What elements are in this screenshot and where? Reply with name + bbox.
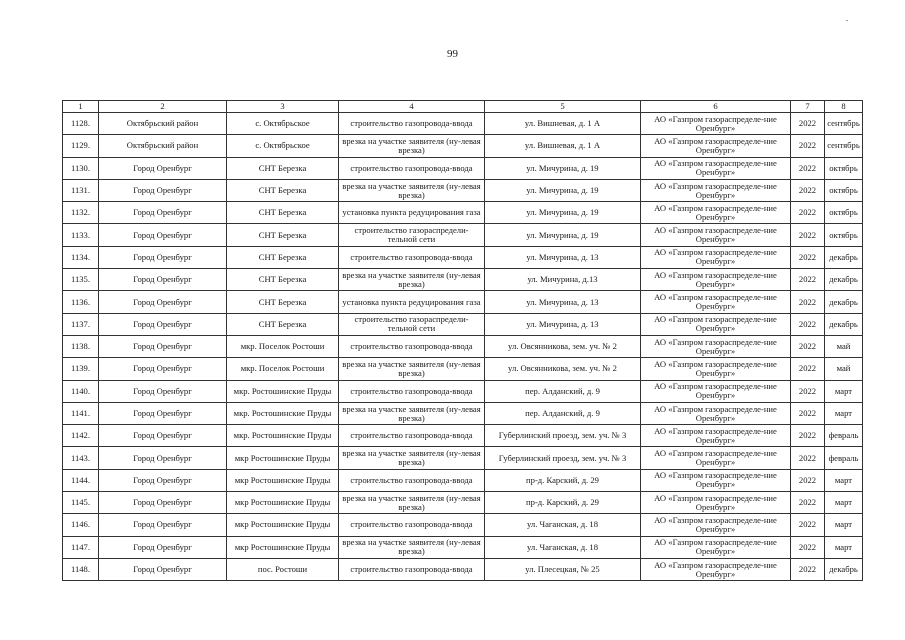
year-cell: 2022 bbox=[791, 492, 825, 514]
district-cell: Город Оренбург bbox=[99, 269, 227, 291]
year-cell: 2022 bbox=[791, 179, 825, 201]
settlement-cell: мкр Ростошинские Пруды bbox=[227, 469, 339, 491]
work-type-cell: врезка на участке заявителя (ну-левая врезка) bbox=[339, 492, 485, 514]
month-cell: май bbox=[825, 358, 863, 380]
table-row bbox=[63, 335, 863, 357]
address-cell: Губерлинский проезд, зем. уч. № 3 bbox=[485, 447, 641, 469]
year-cell: 2022 bbox=[791, 113, 825, 135]
work-type-cell: строительство газораспредели-тельной сети bbox=[339, 313, 485, 335]
month-cell: октябрь bbox=[825, 202, 863, 224]
work-type-cell: строительство газопровода-ввода bbox=[339, 380, 485, 402]
work-type-cell: врезка на участке заявителя (ну-левая врезка) bbox=[339, 269, 485, 291]
district-cell: Город Оренбург bbox=[99, 514, 227, 536]
district-cell: Город Оренбург bbox=[99, 425, 227, 447]
contractor-cell: АО «Газпром газораспределе-ние Оренбург» bbox=[641, 157, 791, 179]
row-number-cell: 1139. bbox=[63, 358, 99, 380]
district-cell: Город Оренбург bbox=[99, 402, 227, 424]
column-header: 6 bbox=[641, 101, 791, 113]
address-cell: ул. Чаганская, д. 18 bbox=[485, 536, 641, 558]
month-cell: март bbox=[825, 469, 863, 491]
contractor-cell: АО «Газпром газораспределе-ние Оренбург» bbox=[641, 179, 791, 201]
settlement-cell: СНТ Березка bbox=[227, 224, 339, 246]
month-cell: сентябрь bbox=[825, 135, 863, 157]
year-cell: 2022 bbox=[791, 402, 825, 424]
work-type-cell: врезка на участке заявителя (ну-левая врезка) bbox=[339, 447, 485, 469]
district-cell: Октябрьский район bbox=[99, 113, 227, 135]
address-cell: ул. Мичурина, д. 19 bbox=[485, 179, 641, 201]
table-body bbox=[63, 113, 863, 581]
settlement-cell: СНТ Березка bbox=[227, 157, 339, 179]
work-type-cell: установка пункта редуцирования газа bbox=[339, 202, 485, 224]
table-row bbox=[63, 224, 863, 246]
work-type-cell: строительство газопровода-ввода bbox=[339, 113, 485, 135]
month-cell: май bbox=[825, 335, 863, 357]
contractor-cell: АО «Газпром газораспределе-ние Оренбург» bbox=[641, 425, 791, 447]
work-type-cell: строительство газораспредели-тельной сети bbox=[339, 224, 485, 246]
row-number-cell: 1136. bbox=[63, 291, 99, 313]
settlement-cell: СНТ Березка bbox=[227, 246, 339, 268]
row-number-cell: 1133. bbox=[63, 224, 99, 246]
year-cell: 2022 bbox=[791, 313, 825, 335]
contractor-cell: АО «Газпром газораспределе-ние Оренбург» bbox=[641, 269, 791, 291]
row-number-cell: 1142. bbox=[63, 425, 99, 447]
settlement-cell: мкр. Поселок Ростоши bbox=[227, 358, 339, 380]
work-type-cell: строительство газопровода-ввода bbox=[339, 558, 485, 580]
contractor-cell: АО «Газпром газораспределе-ние Оренбург» bbox=[641, 335, 791, 357]
contractor-cell: АО «Газпром газораспределе-ние Оренбург» bbox=[641, 224, 791, 246]
column-header: 4 bbox=[339, 101, 485, 113]
settlement-cell: СНТ Березка bbox=[227, 291, 339, 313]
settlement-cell: мкр. Поселок Ростоши bbox=[227, 335, 339, 357]
district-cell: Город Оренбург bbox=[99, 447, 227, 469]
row-number-cell: 1147. bbox=[63, 536, 99, 558]
table-row bbox=[63, 313, 863, 335]
settlement-cell: СНТ Березка bbox=[227, 269, 339, 291]
month-cell: февраль bbox=[825, 425, 863, 447]
district-cell: Город Оренбург bbox=[99, 202, 227, 224]
page-number: 99 bbox=[447, 48, 458, 60]
table-row bbox=[63, 358, 863, 380]
settlement-cell: СНТ Березка bbox=[227, 179, 339, 201]
work-type-cell: строительство газопровода-ввода bbox=[339, 157, 485, 179]
row-number-cell: 1128. bbox=[63, 113, 99, 135]
year-cell: 2022 bbox=[791, 425, 825, 447]
gasification-schedule-table bbox=[62, 100, 863, 581]
district-cell: Город Оренбург bbox=[99, 335, 227, 357]
contractor-cell: АО «Газпром газораспределе-ние Оренбург» bbox=[641, 514, 791, 536]
year-cell: 2022 bbox=[791, 380, 825, 402]
district-cell: Город Оренбург bbox=[99, 313, 227, 335]
work-type-cell: строительство газопровода-ввода bbox=[339, 425, 485, 447]
contractor-cell: АО «Газпром газораспределе-ние Оренбург» bbox=[641, 469, 791, 491]
column-header: 8 bbox=[825, 101, 863, 113]
address-cell: Губерлинский проезд, зем. уч. № 3 bbox=[485, 425, 641, 447]
contractor-cell: АО «Газпром газораспределе-ние Оренбург» bbox=[641, 246, 791, 268]
month-cell: март bbox=[825, 536, 863, 558]
year-cell: 2022 bbox=[791, 447, 825, 469]
year-cell: 2022 bbox=[791, 291, 825, 313]
year-cell: 2022 bbox=[791, 358, 825, 380]
address-cell: пр-д. Карский, д. 29 bbox=[485, 469, 641, 491]
address-cell: ул. Чаганская, д. 18 bbox=[485, 514, 641, 536]
month-cell: декабрь bbox=[825, 246, 863, 268]
contractor-cell: АО «Газпром газораспределе-ние Оренбург» bbox=[641, 113, 791, 135]
month-cell: март bbox=[825, 514, 863, 536]
month-cell: декабрь bbox=[825, 313, 863, 335]
month-cell: декабрь bbox=[825, 558, 863, 580]
year-cell: 2022 bbox=[791, 246, 825, 268]
table-row bbox=[63, 536, 863, 558]
table-row bbox=[63, 492, 863, 514]
month-cell: декабрь bbox=[825, 291, 863, 313]
row-number-cell: 1138. bbox=[63, 335, 99, 357]
settlement-cell: с. Октябрьское bbox=[227, 135, 339, 157]
address-cell: ул. Мичурина, д. 19 bbox=[485, 202, 641, 224]
work-type-cell: строительство газопровода-ввода bbox=[339, 335, 485, 357]
district-cell: Город Оренбург bbox=[99, 179, 227, 201]
column-header: 2 bbox=[99, 101, 227, 113]
year-cell: 2022 bbox=[791, 135, 825, 157]
contractor-cell: АО «Газпром газораспределе-ние Оренбург» bbox=[641, 380, 791, 402]
row-number-cell: 1130. bbox=[63, 157, 99, 179]
row-number-cell: 1137. bbox=[63, 313, 99, 335]
row-number-cell: 1134. bbox=[63, 246, 99, 268]
settlement-cell: с. Октябрьское bbox=[227, 113, 339, 135]
column-header: 1 bbox=[63, 101, 99, 113]
settlement-cell: мкр Ростошинские Пруды bbox=[227, 492, 339, 514]
row-number-cell: 1132. bbox=[63, 202, 99, 224]
address-cell: ул. Вишневая, д. 1 А bbox=[485, 135, 641, 157]
month-cell: март bbox=[825, 492, 863, 514]
row-number-cell: 1146. bbox=[63, 514, 99, 536]
month-cell: сентябрь bbox=[825, 113, 863, 135]
district-cell: Город Оренбург bbox=[99, 492, 227, 514]
settlement-cell: мкр Ростошинские Пруды bbox=[227, 447, 339, 469]
table-row bbox=[63, 179, 863, 201]
table-row bbox=[63, 425, 863, 447]
table-row bbox=[63, 291, 863, 313]
year-cell: 2022 bbox=[791, 157, 825, 179]
month-cell: февраль bbox=[825, 447, 863, 469]
contractor-cell: АО «Газпром газораспределе-ние Оренбург» bbox=[641, 313, 791, 335]
contractor-cell: АО «Газпром газораспределе-ние Оренбург» bbox=[641, 536, 791, 558]
district-cell: Октябрьский район bbox=[99, 135, 227, 157]
table-row bbox=[63, 447, 863, 469]
row-number-cell: 1131. bbox=[63, 179, 99, 201]
year-cell: 2022 bbox=[791, 224, 825, 246]
address-cell: ул. Мичурина, д. 13 bbox=[485, 313, 641, 335]
row-number-cell: 1148. bbox=[63, 558, 99, 580]
row-number-cell: 1143. bbox=[63, 447, 99, 469]
contractor-cell: АО «Газпром газораспределе-ние Оренбург» bbox=[641, 358, 791, 380]
year-cell: 2022 bbox=[791, 202, 825, 224]
month-cell: март bbox=[825, 402, 863, 424]
work-type-cell: врезка на участке заявителя (ну-левая врезка) bbox=[339, 179, 485, 201]
address-cell: ул. Мичурина, д. 13 bbox=[485, 291, 641, 313]
table-header-row bbox=[63, 101, 863, 113]
settlement-cell: мкр Ростошинские Пруды bbox=[227, 536, 339, 558]
month-cell: март bbox=[825, 380, 863, 402]
work-type-cell: врезка на участке заявителя (ну-левая врезка) bbox=[339, 358, 485, 380]
work-type-cell: врезка на участке заявителя (ну-левая врезка) bbox=[339, 402, 485, 424]
address-cell: пр-д. Карский, д. 29 bbox=[485, 492, 641, 514]
settlement-cell: СНТ Березка bbox=[227, 202, 339, 224]
month-cell: октябрь bbox=[825, 179, 863, 201]
work-type-cell: врезка на участке заявителя (ну-левая врезка) bbox=[339, 135, 485, 157]
contractor-cell: АО «Газпром газораспределе-ние Оренбург» bbox=[641, 135, 791, 157]
address-cell: ул. Мичурина, д. 19 bbox=[485, 157, 641, 179]
column-header: 5 bbox=[485, 101, 641, 113]
table-row bbox=[63, 380, 863, 402]
district-cell: Город Оренбург bbox=[99, 558, 227, 580]
row-number-cell: 1145. bbox=[63, 492, 99, 514]
district-cell: Город Оренбург bbox=[99, 157, 227, 179]
address-cell: ул. Плесецкая, № 25 bbox=[485, 558, 641, 580]
work-type-cell: установка пункта редуцирования газа bbox=[339, 291, 485, 313]
address-cell: пер. Алданский, д. 9 bbox=[485, 402, 641, 424]
district-cell: Город Оренбург bbox=[99, 224, 227, 246]
contractor-cell: АО «Газпром газораспределе-ние Оренбург» bbox=[641, 558, 791, 580]
year-cell: 2022 bbox=[791, 469, 825, 491]
district-cell: Город Оренбург bbox=[99, 536, 227, 558]
address-cell: пер. Алданский, д. 9 bbox=[485, 380, 641, 402]
year-cell: 2022 bbox=[791, 335, 825, 357]
table-row bbox=[63, 269, 863, 291]
table-row bbox=[63, 113, 863, 135]
settlement-cell: пос. Ростоши bbox=[227, 558, 339, 580]
row-number-cell: 1144. bbox=[63, 469, 99, 491]
contractor-cell: АО «Газпром газораспределе-ние Оренбург» bbox=[641, 291, 791, 313]
contractor-cell: АО «Газпром газораспределе-ние Оренбург» bbox=[641, 447, 791, 469]
contractor-cell: АО «Газпром газораспределе-ние Оренбург» bbox=[641, 202, 791, 224]
address-cell: ул. Вишневая, д. 1 А bbox=[485, 113, 641, 135]
settlement-cell: СНТ Березка bbox=[227, 313, 339, 335]
column-header: 7 bbox=[791, 101, 825, 113]
settlement-cell: мкр. Ростошинские Пруды bbox=[227, 425, 339, 447]
table-row bbox=[63, 514, 863, 536]
table-row bbox=[63, 135, 863, 157]
year-cell: 2022 bbox=[791, 536, 825, 558]
work-type-cell: строительство газопровода-ввода bbox=[339, 514, 485, 536]
table-row bbox=[63, 157, 863, 179]
scan-artifact bbox=[846, 20, 848, 21]
year-cell: 2022 bbox=[791, 269, 825, 291]
column-header: 3 bbox=[227, 101, 339, 113]
month-cell: октябрь bbox=[825, 224, 863, 246]
year-cell: 2022 bbox=[791, 514, 825, 536]
contractor-cell: АО «Газпром газораспределе-ние Оренбург» bbox=[641, 492, 791, 514]
table-row bbox=[63, 402, 863, 424]
row-number-cell: 1140. bbox=[63, 380, 99, 402]
district-cell: Город Оренбург bbox=[99, 469, 227, 491]
address-cell: ул. Овсянникова, зем. уч. № 2 bbox=[485, 358, 641, 380]
year-cell: 2022 bbox=[791, 558, 825, 580]
month-cell: октябрь bbox=[825, 157, 863, 179]
address-cell: ул. Мичурина, д. 13 bbox=[485, 246, 641, 268]
settlement-cell: мкр. Ростошинские Пруды bbox=[227, 402, 339, 424]
work-type-cell: врезка на участке заявителя (ну-левая врезка) bbox=[339, 536, 485, 558]
table-row bbox=[63, 246, 863, 268]
row-number-cell: 1135. bbox=[63, 269, 99, 291]
district-cell: Город Оренбург bbox=[99, 380, 227, 402]
table-row bbox=[63, 469, 863, 491]
settlement-cell: мкр Ростошинские Пруды bbox=[227, 514, 339, 536]
district-cell: Город Оренбург bbox=[99, 246, 227, 268]
settlement-cell: мкр. Ростошинские Пруды bbox=[227, 380, 339, 402]
work-type-cell: строительство газопровода-ввода bbox=[339, 469, 485, 491]
table-row bbox=[63, 202, 863, 224]
work-type-cell: строительство газопровода-ввода bbox=[339, 246, 485, 268]
month-cell: декабрь bbox=[825, 269, 863, 291]
district-cell: Город Оренбург bbox=[99, 291, 227, 313]
address-cell: ул. Овсянникова, зем. уч. № 2 bbox=[485, 335, 641, 357]
district-cell: Город Оренбург bbox=[99, 358, 227, 380]
address-cell: ул. Мичурина, д.13 bbox=[485, 269, 641, 291]
row-number-cell: 1129. bbox=[63, 135, 99, 157]
contractor-cell: АО «Газпром газораспределе-ние Оренбург» bbox=[641, 402, 791, 424]
table-row bbox=[63, 558, 863, 580]
address-cell: ул. Мичурина, д. 19 bbox=[485, 224, 641, 246]
row-number-cell: 1141. bbox=[63, 402, 99, 424]
